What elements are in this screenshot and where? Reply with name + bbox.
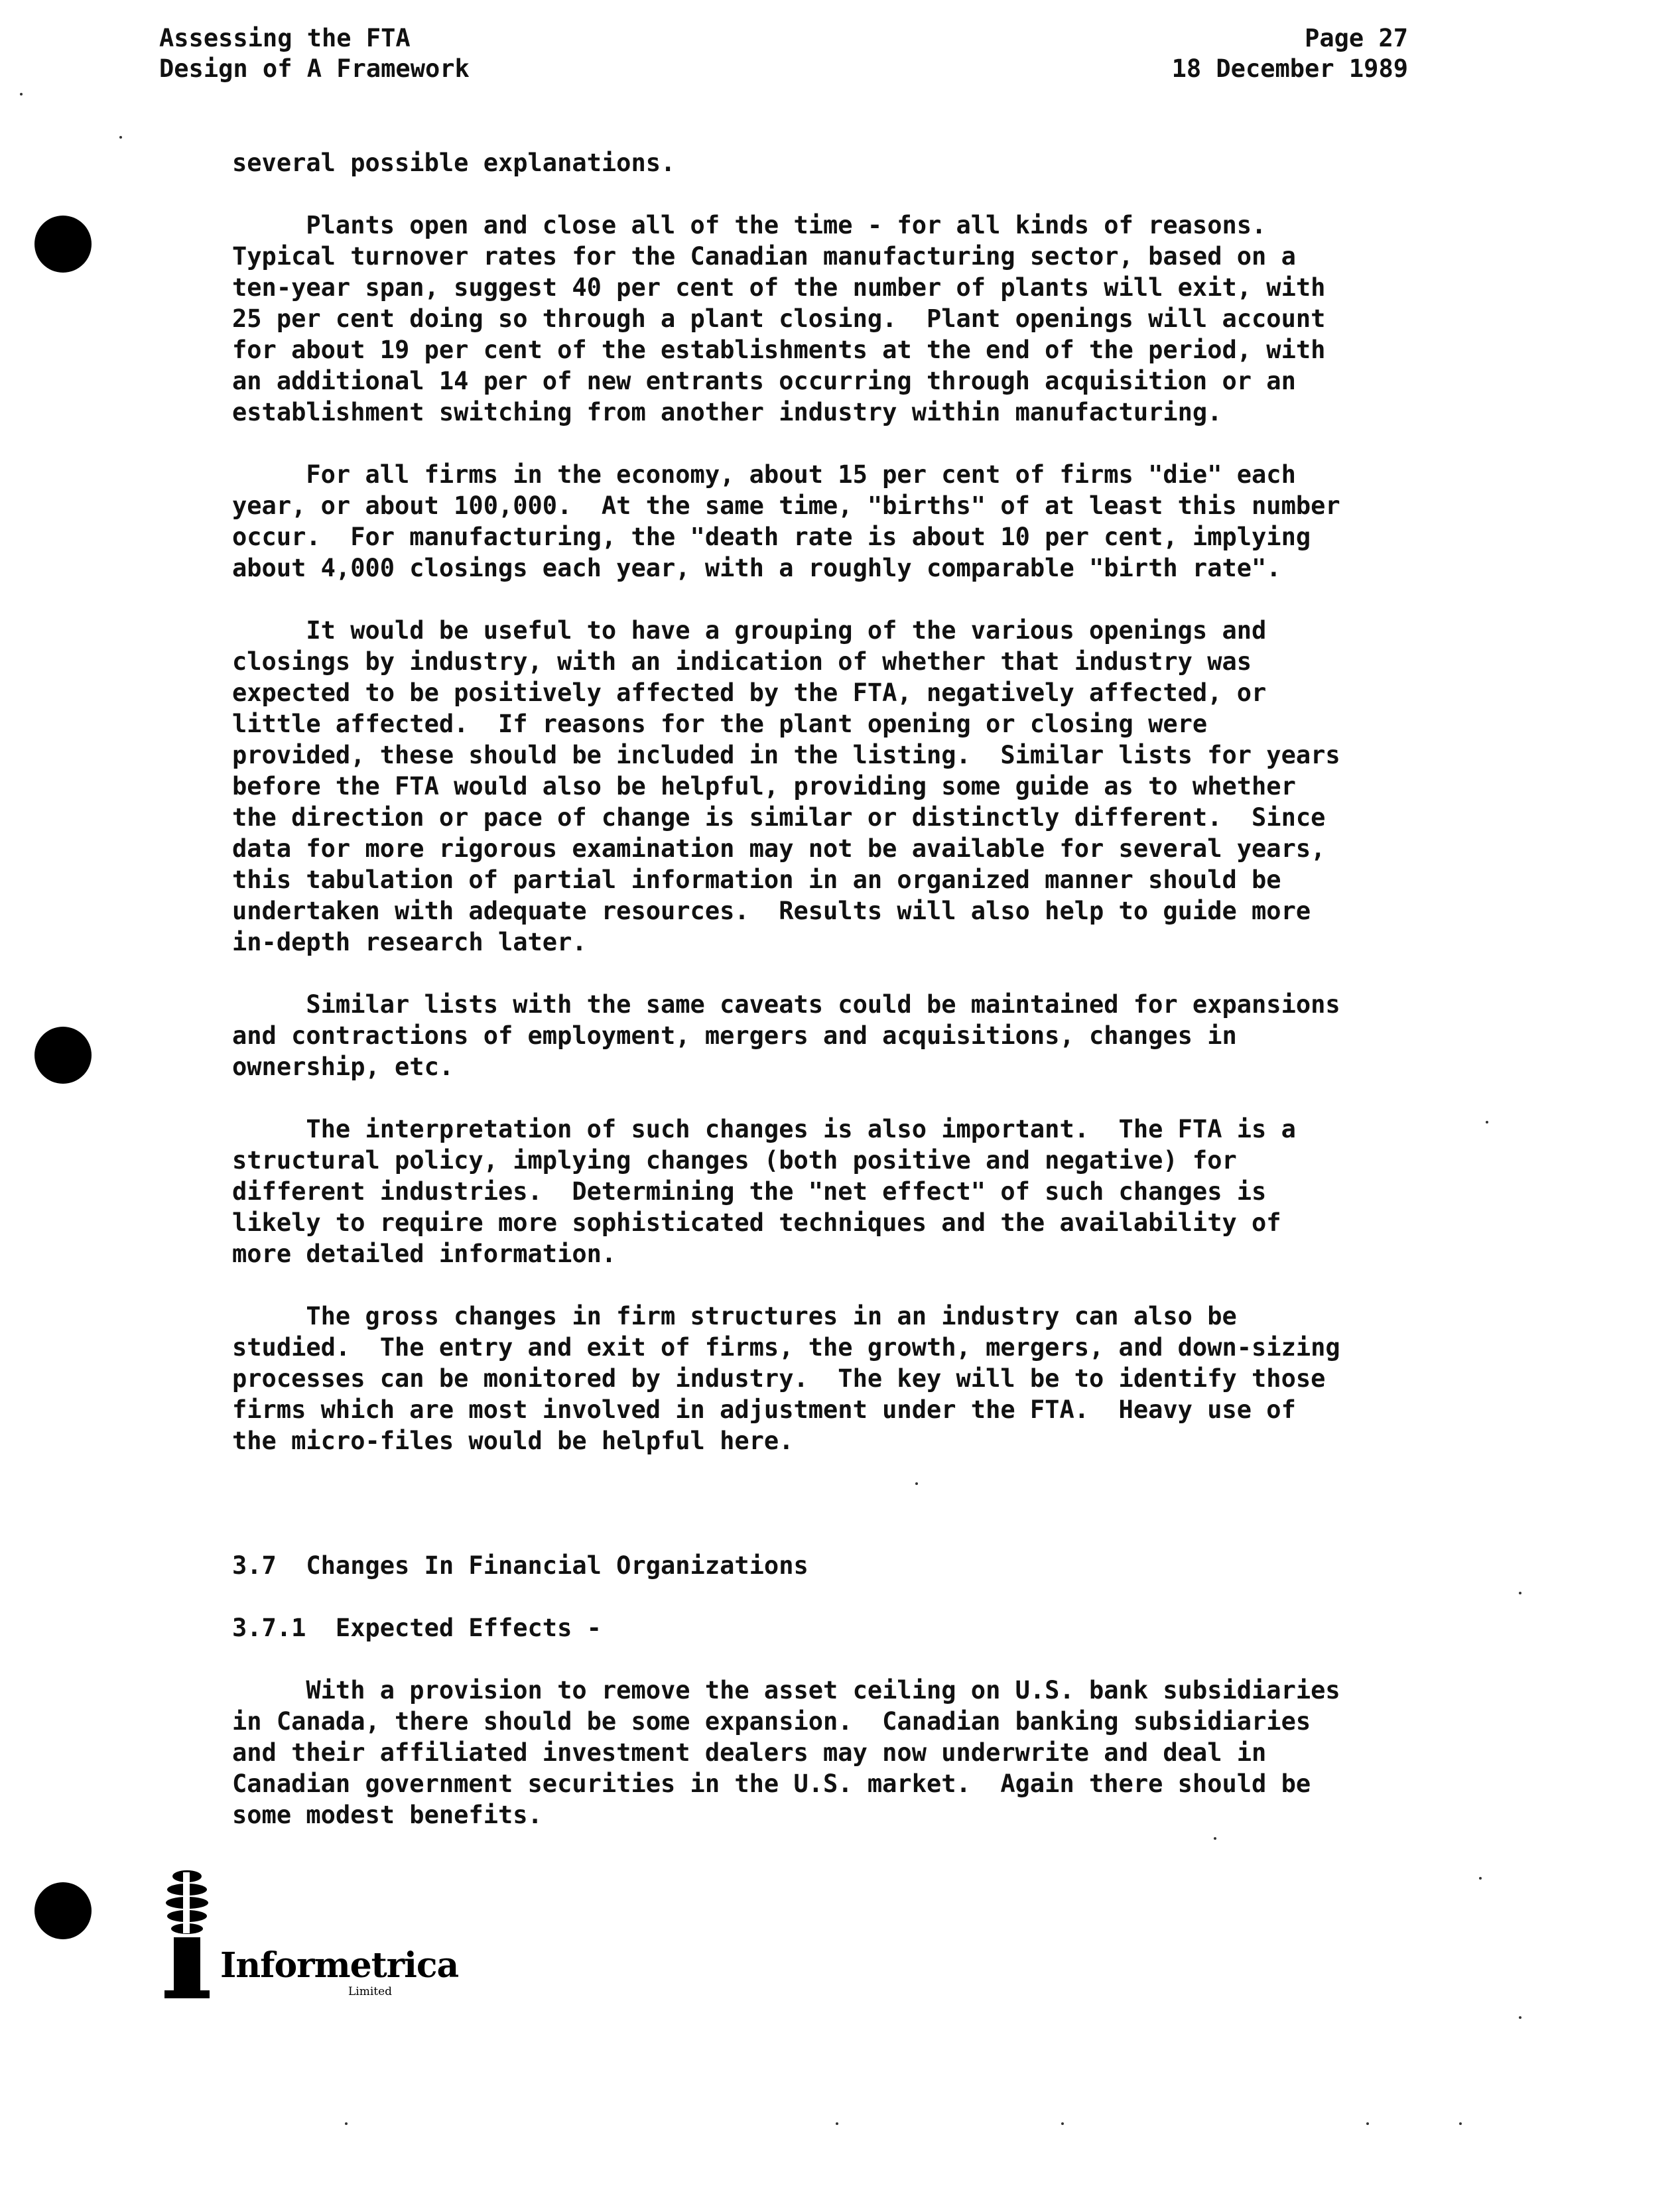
- page-number: Page 27: [1305, 24, 1408, 52]
- logo-name: Informetrica: [220, 1945, 459, 1986]
- paragraph-7: The gross changes in firm structures in an industry can also be studied. The entry and exit of firms, the growth, mergers, and down-sizing processes can be monitored by industry. The key will be to identify those firms which are most involved in adjustment under the FTA. Heavy use of the micro-files would be helpful here.: [232, 1302, 1340, 1455]
- paragraph-3: For all firms in the economy, about 15 per cent of firms "die" each year, or about 100,000. At the same time, "births" of at least this number occur. For manufacturing, the "death rate is about 10 per cent, implying about 4,000 closings each year, with a roughly comparable "birth rate".: [232, 460, 1340, 582]
- logo-subtitle: Limited: [348, 1985, 393, 1998]
- scan-speck: [1366, 2122, 1369, 2125]
- punch-hole-top: [34, 216, 92, 273]
- paragraph-2: Plants open and close all of the time - for all kinds of reasons. Typical turnover rates for the Canadian manufacturing sector, based on a ten-year span, suggest 40 per cent of the number of plants will exit, with 25 per cent doing so through a plant closing. Plant openings will account for about 19 per cent of the establishments at the end of the period, with an additional 14 per of new entrants occurring through acquisition or an establishment switching from another industry within manufacturing.: [232, 211, 1326, 426]
- paragraph-4: It would be useful to have a grouping of the various openings and closings by industry, with an indication of whether that industry was expected to be positively affected by the FTA, negatively affected, or little affected. If reasons for the plant opening or closing were provided, these should be included in the listing. Similar lists for years before the FTA would also be helpful, providing some guide as to whether the direction or pace of change is similar or distinctly different. Since data for more rigorous examination may not be available for several years, this tabulation of partial information in an organized manner should be undertaken with adequate resources. Results will also help to guide more in-depth research later.: [232, 616, 1340, 956]
- scan-speck: [20, 93, 23, 96]
- running-header-right: [1172, 23, 1408, 84]
- scan-speck: [1519, 2016, 1521, 2019]
- scan-speck: [915, 1482, 918, 1485]
- globe-i-logo-icon: [159, 1867, 219, 2000]
- scan-speck: [1214, 1837, 1216, 1840]
- paragraph-final: With a provision to remove the asset ceiling on U.S. bank subsidiaries in Canada, there should be some expansion. Canadian banking subsidiaries and their affiliated investment dealers may now underwrite and deal in Canadian government securities in the U.S. market. Again there should be some modest benefits.: [232, 1676, 1340, 1829]
- header-subtitle: Design of A Framework: [159, 54, 470, 83]
- body-text: [232, 147, 1426, 1862]
- scan-speck: [1061, 2122, 1064, 2125]
- scan-speck: [1519, 1592, 1521, 1594]
- scan-speck: [1486, 1121, 1488, 1124]
- scan-speck: [1459, 2122, 1462, 2125]
- paragraph-5: Similar lists with the same caveats could be maintained for expansions and contractions of employment, mergers and acquisitions, changes in ownership, etc.: [232, 990, 1340, 1081]
- running-header-left: [159, 23, 470, 84]
- scan-speck: [1479, 1877, 1482, 1880]
- punch-hole-bottom: [34, 1882, 92, 1939]
- paragraph-6: The interpretation of such changes is also important. The FTA is a structural policy, implying changes (both positive and negative) for different industries. Determining the "net effect" of such changes is likely to require more sophisticated techniques and the availability of more detailed information.: [232, 1115, 1296, 1268]
- header-date: 18 December 1989: [1171, 54, 1408, 83]
- header-title: Assessing the FTA: [159, 24, 411, 52]
- punch-hole-middle: [34, 1027, 92, 1084]
- scan-speck: [345, 2122, 348, 2125]
- subsection-heading: 3.7.1 Expected Effects -: [232, 1614, 602, 1642]
- informetrica-logo: [159, 1867, 459, 2000]
- scan-speck: [836, 2122, 838, 2125]
- scan-speck: [119, 136, 122, 139]
- paragraph-1: several possible explanations.: [232, 149, 676, 177]
- section-heading: 3.7 Changes In Financial Organizations: [232, 1551, 808, 1580]
